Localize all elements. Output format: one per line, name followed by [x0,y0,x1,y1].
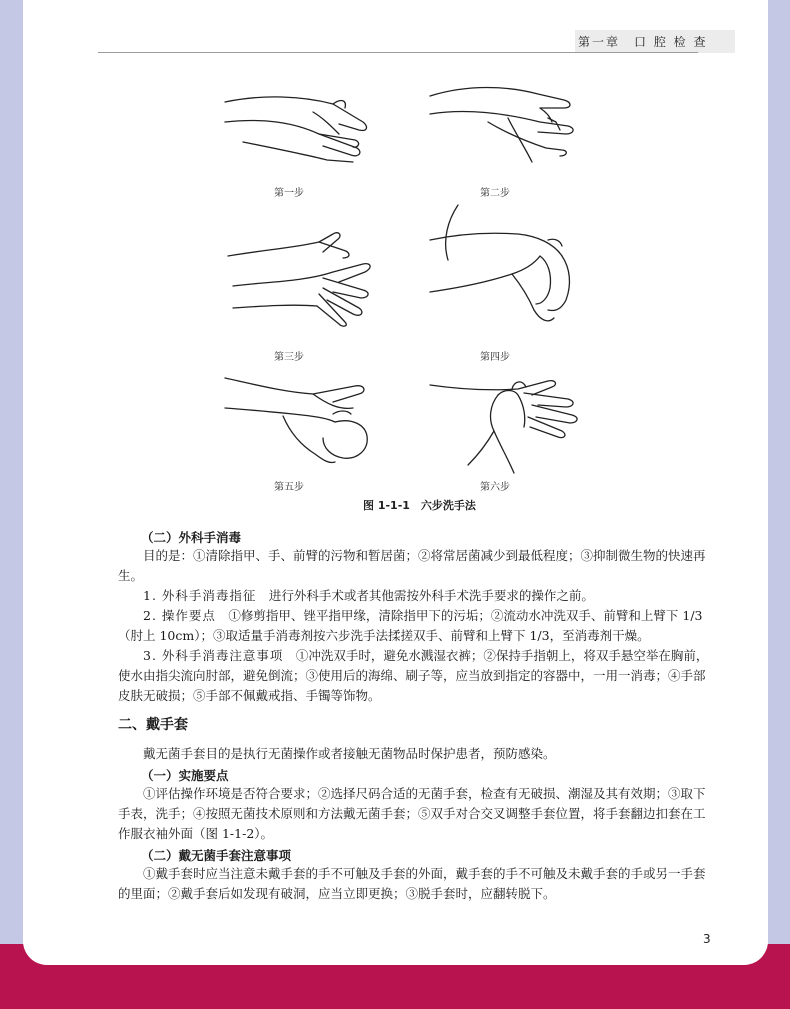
gloves-intro-paragraph: 戴无菌手套目的是执行无菌操作或者接触无菌物品时保护患者，预防感染。 [143,746,556,761]
item1-label: 1. 外科手消毒指征 [143,588,257,603]
step-4-label: 第四步 [480,352,510,363]
item1-text: 进行外科手术或者其他需按外科手术洗手要求的操作之前。 [256,588,594,603]
surgical-item1-paragraph [118,586,716,606]
step-2-label: 第二步 [480,188,510,199]
page-number: 3 [703,932,711,946]
hand-wash-step5-illustration [223,370,383,470]
item2-label: 2. 操作要点 [143,608,216,623]
book-page [23,0,768,965]
surgical-item2-paragraph [118,606,716,646]
gloves-sub1-heading: （一）实施要点 [141,768,229,783]
hand-wash-step4-illustration [428,200,588,330]
chapter-title: 第一章 口 腔 检 查 [578,35,708,49]
gloves-section-heading: 二、戴手套 [118,717,188,733]
hand-wash-step6-illustration [428,365,593,475]
surgical-purpose-paragraph: 目的是：①清除指甲、手、前臂的污物和暂居菌；②将常居菌减少到最低程度；③抑制微生物的快速再生。 [118,548,706,583]
gloves-sub1-paragraph: ①评估操作环境是否符合要求；②选择尺码合适的无菌手套，检查有无破损、潮湿及其有效期；③取下手表，洗手；④按照无菌技术原则和方法戴无菌手套；⑤双手对合交叉调整手套位置，将手套翻边扣套在工作服衣袖外面（图 1-1-2）。 [118,786,706,841]
gloves-sub2-heading: （二）戴无菌手套注意事项 [141,848,292,863]
step-6-label: 第六步 [480,482,510,493]
step-5-label: 第五步 [274,482,304,493]
surgical-disinfection-heading: （二）外科手消毒 [141,530,242,545]
item2-text: ①修剪指甲、锉平指甲缘，清除指甲下的污垢；②流动水冲洗双手、前臂和上臂下 1/3（肘上 10cm）；③取适量手消毒剂按六步洗手法揉搓双手、前臂和上臂下 1/3，至消毒剂干燥。 [118,608,703,643]
figure-caption: 图 1-1-1 六步洗手法 [363,499,476,512]
hand-wash-step1-illustration [223,82,373,167]
step-1-label: 第一步 [274,188,304,199]
surgical-item3-paragraph [118,646,716,706]
item3-label: 3. 外科手消毒注意事项 [143,648,284,663]
hand-wash-step2-illustration [428,78,588,168]
header-rule [98,52,698,53]
step-3-label: 第三步 [274,352,304,363]
item3-text: ①冲洗双手时，避免水溅湿衣裤；②保持手指朝上，将双手悬空举在胸前，使水由指尖流向肘部，避免倒流；③使用后的海绵、刷子等，应当放到指定的容器中，一用一消毒；④手部皮肤无破损；⑤手部不佩戴戒指、手镯等饰物。 [118,648,709,703]
hand-wash-step3-illustration [223,228,383,328]
gloves-sub2-paragraph: ①戴手套时应当注意未戴手套的手不可触及手套的外面，戴手套的手不可触及未戴手套的手或另一手套的里面；②戴手套后如发现有破洞，应当立即更换；③脱手套时，应翻转脱下。 [118,866,706,901]
